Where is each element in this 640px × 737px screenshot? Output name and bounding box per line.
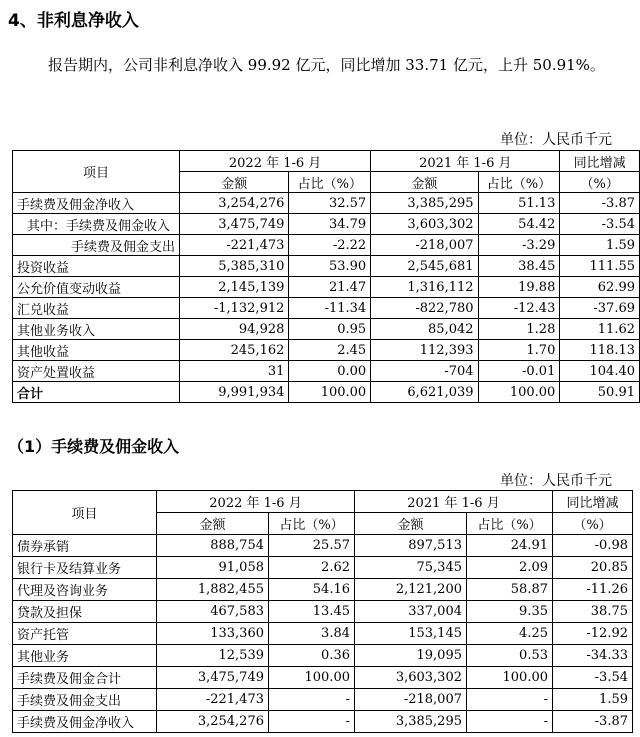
amount-2021: 337,004 xyxy=(355,601,467,623)
amount-2022: -1,132,912 xyxy=(180,298,289,319)
table-row xyxy=(13,193,640,214)
share-2022: 32.57 xyxy=(289,193,371,214)
table-row xyxy=(13,711,633,733)
amount-2021: 2,121,200 xyxy=(355,579,467,601)
amount-2022: 3,254,276 xyxy=(180,193,289,214)
yoy-change: 1.59 xyxy=(560,235,640,256)
share-2022: 21.47 xyxy=(289,277,371,298)
amount-2022: -221,473 xyxy=(157,689,269,711)
yoy-change: 118.13 xyxy=(560,340,640,361)
amount-2021: 3,603,302 xyxy=(371,214,478,235)
section-title: 4、非利息净收入 xyxy=(8,11,139,31)
yoy-change: 111.55 xyxy=(560,256,640,277)
share-2021: 100.00 xyxy=(467,667,553,689)
header-change: 同比增减 xyxy=(560,151,640,172)
table-row xyxy=(13,579,633,601)
amount-2021: -704 xyxy=(371,361,478,382)
yoy-change: 50.91 xyxy=(560,382,640,403)
amount-2022: 9,991,934 xyxy=(180,382,289,403)
amount-2022: 2,145,139 xyxy=(180,277,289,298)
yoy-change: 104.40 xyxy=(560,361,640,382)
amount-2022: 888,754 xyxy=(157,535,269,557)
row-label: 汇兑收益 xyxy=(13,298,180,319)
row-label: 手续费及佣金支出 xyxy=(13,689,157,711)
table-row xyxy=(13,689,633,711)
table-row xyxy=(13,361,640,382)
share-2022: 0.00 xyxy=(289,361,371,382)
row-label: 其他业务收入 xyxy=(13,319,180,340)
amount-2021: 6,621,039 xyxy=(371,382,478,403)
row-label: 投资收益 xyxy=(13,256,180,277)
yoy-change: 11.62 xyxy=(560,319,640,340)
header-amount-2022: 金额 xyxy=(157,513,269,535)
share-2022: - xyxy=(269,689,355,711)
amount-2022: 3,475,749 xyxy=(157,667,269,689)
yoy-change: -0.98 xyxy=(553,535,633,557)
header-share-2022: 占比（%） xyxy=(289,172,371,193)
row-label: 手续费及佣金合计 xyxy=(13,667,157,689)
amount-2021: 19,095 xyxy=(355,645,467,667)
header-period-2022: 2022 年 1-6 月 xyxy=(157,491,355,513)
amount-2021: -218,007 xyxy=(355,689,467,711)
amount-2021: 112,393 xyxy=(371,340,478,361)
header-change-unit: （%） xyxy=(560,172,640,193)
amount-2021: 897,513 xyxy=(355,535,467,557)
amount-2022: 5,385,310 xyxy=(180,256,289,277)
share-2022: 2.62 xyxy=(269,557,355,579)
yoy-change: -3.87 xyxy=(560,193,640,214)
amount-2021: -822,780 xyxy=(371,298,478,319)
header-share-2021: 占比（%） xyxy=(467,513,553,535)
amount-2022: 12,539 xyxy=(157,645,269,667)
row-label: 银行卡及结算业务 xyxy=(13,557,157,579)
yoy-change: -3.87 xyxy=(553,711,633,733)
row-label: 代理及咨询业务 xyxy=(13,579,157,601)
amount-2021: 85,042 xyxy=(371,319,478,340)
table-row xyxy=(13,319,640,340)
row-label: 资产托管 xyxy=(13,623,157,645)
header-period-2021: 2021 年 1-6 月 xyxy=(371,151,560,172)
table1-unit: 单位：人民币千元 xyxy=(500,132,612,148)
amount-2022: 1,882,455 xyxy=(157,579,269,601)
row-label: 手续费及佣金净收入 xyxy=(13,193,180,214)
table-row xyxy=(13,256,640,277)
table-row xyxy=(13,382,640,403)
header-amount-2021: 金额 xyxy=(355,513,467,535)
share-2022: 54.16 xyxy=(269,579,355,601)
table-row xyxy=(13,340,640,361)
share-2021: 19.88 xyxy=(478,277,560,298)
share-2022: 0.36 xyxy=(269,645,355,667)
yoy-change: -3.54 xyxy=(560,214,640,235)
header-share-2022: 占比（%） xyxy=(269,513,355,535)
yoy-change: 38.75 xyxy=(553,601,633,623)
share-2021: -12.43 xyxy=(478,298,560,319)
table-row xyxy=(13,667,633,689)
header-item: 项目 xyxy=(13,151,180,193)
share-2021: 100.00 xyxy=(478,382,560,403)
share-2022: 3.84 xyxy=(269,623,355,645)
share-2021: 54.42 xyxy=(478,214,560,235)
table-row xyxy=(13,214,640,235)
share-2022: 25.57 xyxy=(269,535,355,557)
yoy-change: -37.69 xyxy=(560,298,640,319)
row-label: 其他收益 xyxy=(13,340,180,361)
amount-2021: 3,385,295 xyxy=(371,193,478,214)
share-2022: 100.00 xyxy=(289,382,371,403)
amount-2022: -221,473 xyxy=(180,235,289,256)
row-label: 资产处置收益 xyxy=(13,361,180,382)
header-change: 同比增减 xyxy=(553,491,633,513)
amount-2022: 3,254,276 xyxy=(157,711,269,733)
share-2021: 1.70 xyxy=(478,340,560,361)
table-row xyxy=(13,601,633,623)
header-share-2021: 占比（%） xyxy=(478,172,560,193)
share-2022: 34.79 xyxy=(289,214,371,235)
amount-2021: 3,603,302 xyxy=(355,667,467,689)
amount-2022: 31 xyxy=(180,361,289,382)
row-label: 合计 xyxy=(13,382,180,403)
row-label: 公允价值变动收益 xyxy=(13,277,180,298)
share-2021: 1.28 xyxy=(478,319,560,340)
row-label: 贷款及担保 xyxy=(13,601,157,623)
header-change-unit: （%） xyxy=(553,513,633,535)
share-2021: - xyxy=(467,711,553,733)
amount-2022: 94,928 xyxy=(180,319,289,340)
yoy-change: 62.99 xyxy=(560,277,640,298)
table-row xyxy=(13,298,640,319)
share-2021: 0.53 xyxy=(467,645,553,667)
yoy-change: 20.85 xyxy=(553,557,633,579)
share-2022: 0.95 xyxy=(289,319,371,340)
share-2022: 100.00 xyxy=(269,667,355,689)
header-amount-2022: 金额 xyxy=(180,172,289,193)
share-2021: -3.29 xyxy=(478,235,560,256)
table2-unit: 单位：人民币千元 xyxy=(500,473,612,489)
table-row xyxy=(13,235,640,256)
share-2021: 51.13 xyxy=(478,193,560,214)
table-row xyxy=(13,535,633,557)
share-2021: 24.91 xyxy=(467,535,553,557)
row-label: 手续费及佣金净收入 xyxy=(13,711,157,733)
yoy-change: 1.59 xyxy=(553,689,633,711)
table-row xyxy=(13,277,640,298)
subsection-title: （1）手续费及佣金收入 xyxy=(8,437,180,456)
header-period-2022: 2022 年 1-6 月 xyxy=(180,151,371,172)
amount-2021: 2,545,681 xyxy=(371,256,478,277)
yoy-change: -3.54 xyxy=(553,667,633,689)
yoy-change: -11.26 xyxy=(553,579,633,601)
amount-2021: -218,007 xyxy=(371,235,478,256)
amount-2022: 467,583 xyxy=(157,601,269,623)
summary-paragraph: 报告期内，公司非利息净收入 99.92 亿元，同比增加 33.71 亿元，上升 50.91%。 xyxy=(48,56,605,74)
amount-2021: 153,145 xyxy=(355,623,467,645)
share-2021: 38.45 xyxy=(478,256,560,277)
amount-2021: 3,385,295 xyxy=(355,711,467,733)
share-2021: -0.01 xyxy=(478,361,560,382)
share-2022: -11.34 xyxy=(289,298,371,319)
share-2022: 2.45 xyxy=(289,340,371,361)
share-2022: 13.45 xyxy=(269,601,355,623)
fee-commission-income-table xyxy=(12,490,633,733)
share-2021: 9.35 xyxy=(467,601,553,623)
amount-2021: 1,316,112 xyxy=(371,277,478,298)
table-row xyxy=(13,557,633,579)
yoy-change: -12.92 xyxy=(553,623,633,645)
row-label: 债券承销 xyxy=(13,535,157,557)
row-label: 其中：手续费及佣金收入 xyxy=(13,214,180,235)
row-label: 手续费及佣金支出 xyxy=(13,235,180,256)
amount-2022: 245,162 xyxy=(180,340,289,361)
table-row xyxy=(13,623,633,645)
non-interest-income-table xyxy=(12,150,640,403)
header-amount-2021: 金额 xyxy=(371,172,478,193)
row-label: 其他业务 xyxy=(13,645,157,667)
header-period-2021: 2021 年 1-6 月 xyxy=(355,491,553,513)
share-2022: 53.90 xyxy=(289,256,371,277)
share-2021: 4.25 xyxy=(467,623,553,645)
amount-2022: 3,475,749 xyxy=(180,214,289,235)
share-2021: 58.87 xyxy=(467,579,553,601)
share-2022: -2.22 xyxy=(289,235,371,256)
share-2021: 2.09 xyxy=(467,557,553,579)
header-item: 项目 xyxy=(13,491,157,535)
amount-2022: 133,360 xyxy=(157,623,269,645)
table-row xyxy=(13,645,633,667)
amount-2021: 75,345 xyxy=(355,557,467,579)
amount-2022: 91,058 xyxy=(157,557,269,579)
share-2022: - xyxy=(269,711,355,733)
share-2021: - xyxy=(467,689,553,711)
yoy-change: -34.33 xyxy=(553,645,633,667)
